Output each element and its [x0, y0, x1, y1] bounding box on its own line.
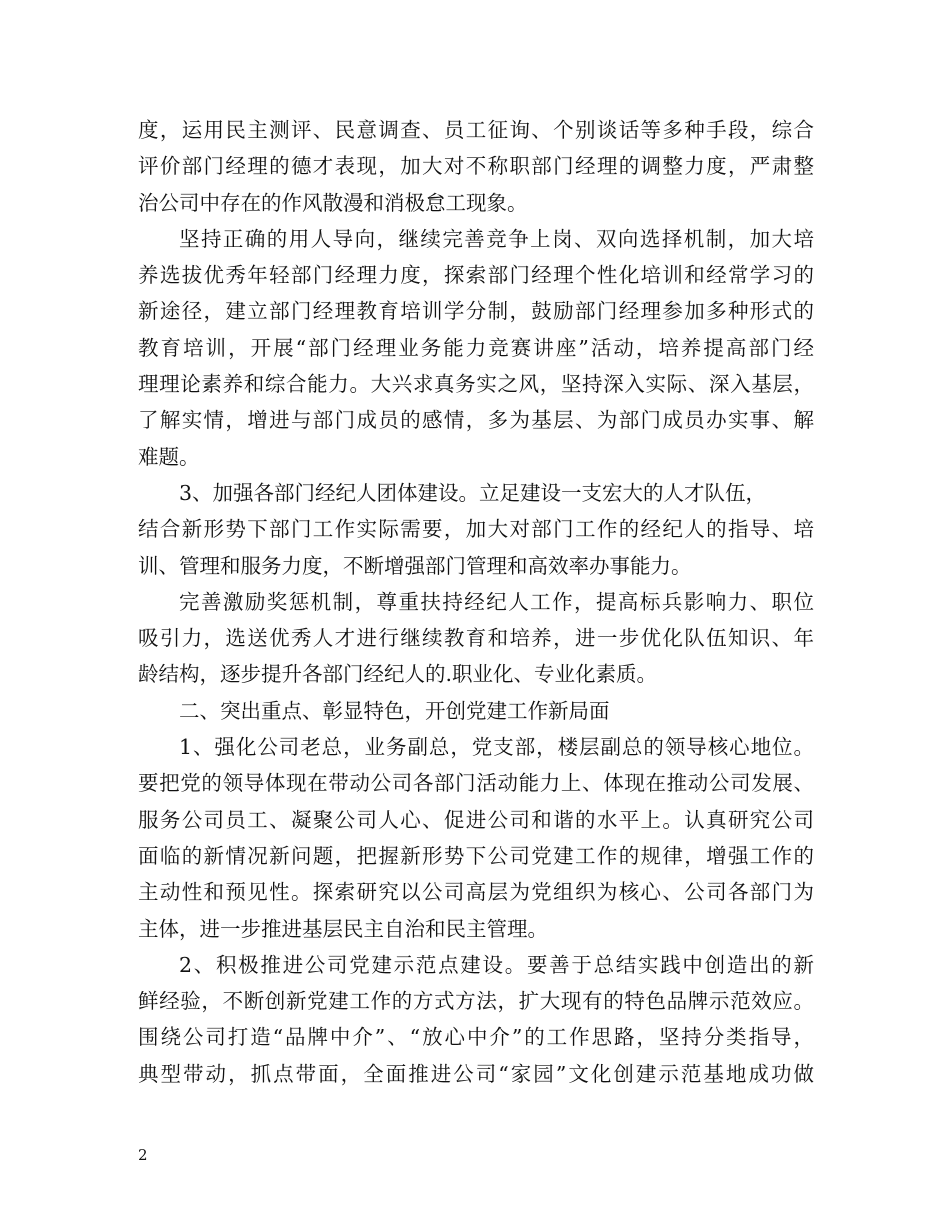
text-line: 二、突出重点、彰显特色，开创党建工作新局面: [179, 698, 610, 723]
text-line: 吸引力，选送优秀人才进行继续教育和培养，进一步优化队伍知识、年: [138, 626, 814, 651]
text-line: 新途径，建立部门经理教育培训学分制，鼓励部门经理参加多种形式的: [138, 299, 814, 324]
text-line: 了解实情，增进与部门成员的感情，多为基层、为部门成员办实事、解: [138, 408, 814, 433]
page-number: 2: [138, 1146, 148, 1164]
text-line: 1、强化公司老总，业务副总，党支部，楼层副总的领导核心地位。: [179, 735, 814, 760]
text-line: 主动性和预见性。探索研究以公司高层为党组织为核心、公司各部门为: [138, 880, 814, 905]
text-line: 主体，进一步推进基层民主自治和民主管理。: [138, 916, 548, 941]
text-line: 理理论素养和综合能力。大兴求真务实之风，坚持深入实际、深入基层，: [138, 372, 814, 397]
text-line: 2、积极推进公司党建示范点建设。要善于总结实践中创造出的新: [179, 952, 814, 977]
text-line: 难题。: [138, 444, 200, 469]
text-line: 养选拔优秀年轻部门经理力度，探索部门经理个性化培训和经常学习的: [138, 263, 814, 288]
text-line: 度，运用民主测评、民意调查、员工征询、个别谈话等多种手段，综合: [138, 118, 814, 142]
text-line: 坚持正确的用人导向，继续完善竞争上岗、双向选择机制，加大培: [179, 226, 814, 251]
text-line: 训、管理和服务力度，不断增强部门管理和高效率办事能力。: [138, 553, 692, 578]
text-line: 教育培训，开展“部门经理业务能力竞赛讲座”活动，培养提高部门经: [138, 335, 814, 360]
text-line: 典型带动，抓点带面，全面推进公司“家园”文化创建示范基地成功做: [138, 1061, 814, 1086]
text-line: 治公司中存在的作风散漫和消极怠工现象。: [138, 190, 528, 215]
document-body: [138, 112, 814, 1092]
text-line: 围绕公司打造“品牌中介”、“放心中介”的工作思路，坚持分类指导，: [138, 1025, 814, 1050]
text-line: 服务公司员工、凝聚公司人心、促进公司和谐的水平上。认真研究公司: [138, 807, 814, 832]
text-line: 评价部门经理的德才表现，加大对不称职部门经理的调整力度，严肃整: [138, 154, 814, 179]
text-line: 完善激励奖惩机制，尊重扶持经纪人工作，提高标兵影响力、职位: [179, 589, 814, 614]
text-line: 要把党的领导体现在带动公司各部门活动能力上、体现在推动公司发展、: [138, 771, 814, 796]
text-line: 鲜经验，不断创新党建工作的方式方法，扩大现有的特色品牌示范效应。: [138, 989, 814, 1014]
text-line: 面临的新情况新问题，把握新形势下公司党建工作的规律，增强工作的: [138, 843, 814, 868]
text-line: 结合新形势下部门工作实际需要，加大对部门工作的经纪人的指导、培: [138, 517, 814, 542]
text-line: 龄结构，逐步提升各部门经纪人的.职业化、专业化素质。: [138, 662, 658, 687]
text-line: 3、加强各部门经纪人团体建设。立足建设一支宏大的人才队伍，: [179, 480, 767, 505]
